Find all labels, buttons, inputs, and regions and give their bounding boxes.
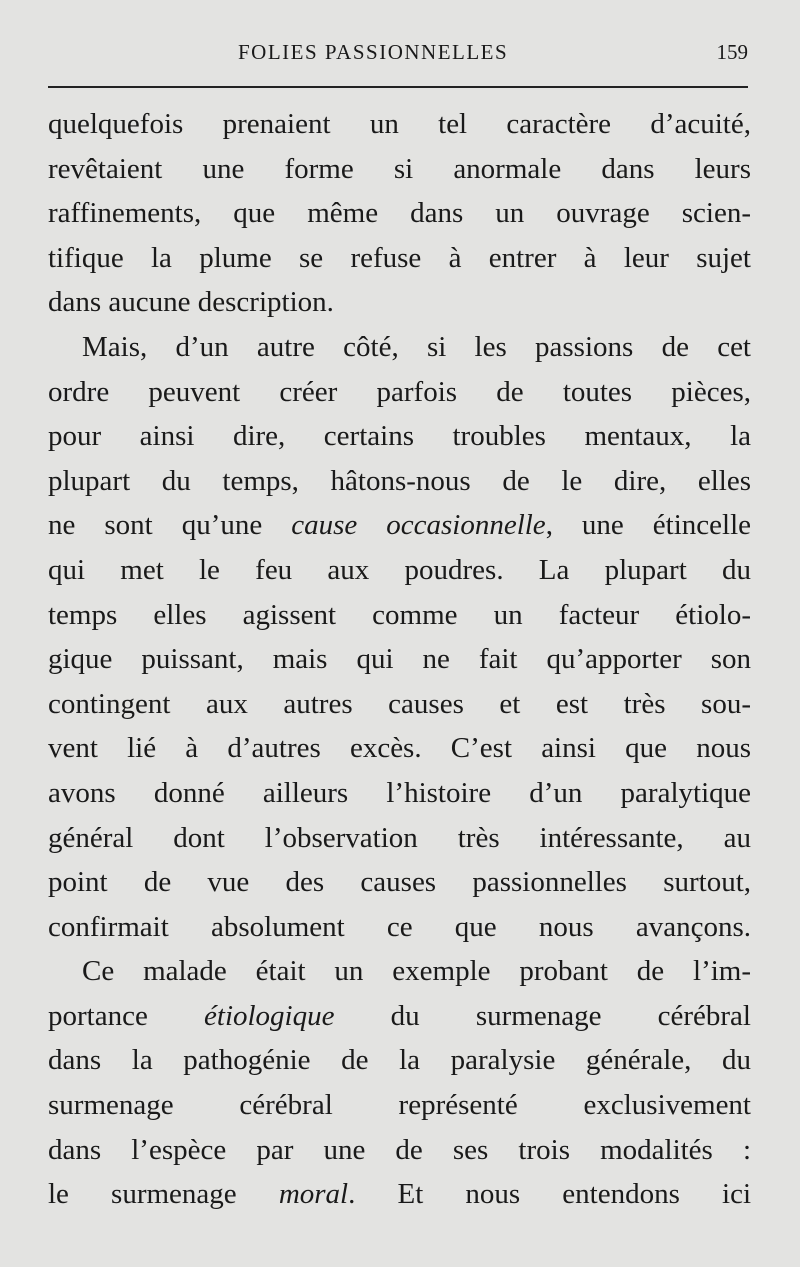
text-line: dans l’espèce par une de ses trois modalités : <box>48 1133 751 1166</box>
text-line: qui met le feu aux poudres. La plupart du <box>48 553 751 586</box>
text-line: Mais, d’un autre côté, si les passions de cet <box>82 330 751 363</box>
italic-phrase: cause occasionnelle <box>291 509 546 542</box>
page-header <box>48 40 748 74</box>
text-line: Ce malade était un exemple probant de l’im- <box>82 955 751 988</box>
text-line: pour ainsi dire, certains troubles mentaux, la <box>48 420 751 453</box>
text-line: avons donné ailleurs l’histoire d’un paralytique <box>48 776 751 809</box>
body-text <box>48 102 751 1217</box>
text-line: point de vue des causes passionnelles surtout, <box>48 866 751 899</box>
text-line: raffinements, que même dans un ouvrage scien- <box>48 197 751 230</box>
text-line: général dont l’observation très intéressante, au <box>48 821 751 854</box>
page-number: 159 <box>716 40 748 64</box>
text-line: quelquefois prenaient un tel caractère d’acuité, <box>48 108 751 140</box>
text-line: tifique la plume se refuse à entrer à leur sujet <box>48 241 751 274</box>
text-line: ne sont qu’une cause occasionnelle, une étincelle <box>48 509 751 542</box>
text-line: dans la pathogénie de la paralysie générale, du <box>48 1044 751 1077</box>
text-line: confirmait absolument ce que nous avançons. <box>48 910 751 943</box>
italic-phrase: étiologique <box>204 999 335 1032</box>
text-line: ordre peuvent créer parfois de toutes pièces, <box>48 375 751 408</box>
header-rule <box>48 86 748 88</box>
running-title: FOLIES PASSIONNELLES <box>238 40 509 64</box>
text-line: gique puissant, mais qui ne fait qu’apporter son <box>48 643 751 676</box>
text-line: surmenage cérébral représenté exclusivement <box>48 1089 751 1122</box>
text-line: plupart du temps, hâtons-nous de le dire, elles <box>48 464 751 497</box>
italic-phrase: moral <box>278 1178 349 1211</box>
text-line: revêtaient une forme si anormale dans leurs <box>48 152 751 185</box>
text-line: portance étiologique du surmenage cérébral <box>48 999 751 1032</box>
text-line: le surmenage moral. Et nous entendons ici <box>48 1178 751 1211</box>
text-line: vent lié à d’autres excès. C’est ainsi que nous <box>48 732 751 765</box>
text-line: contingent aux autres causes et est très sou- <box>48 687 751 720</box>
text-line: temps elles agissent comme un facteur étiolo- <box>48 598 751 631</box>
text-line: dans aucune description. <box>48 286 334 319</box>
